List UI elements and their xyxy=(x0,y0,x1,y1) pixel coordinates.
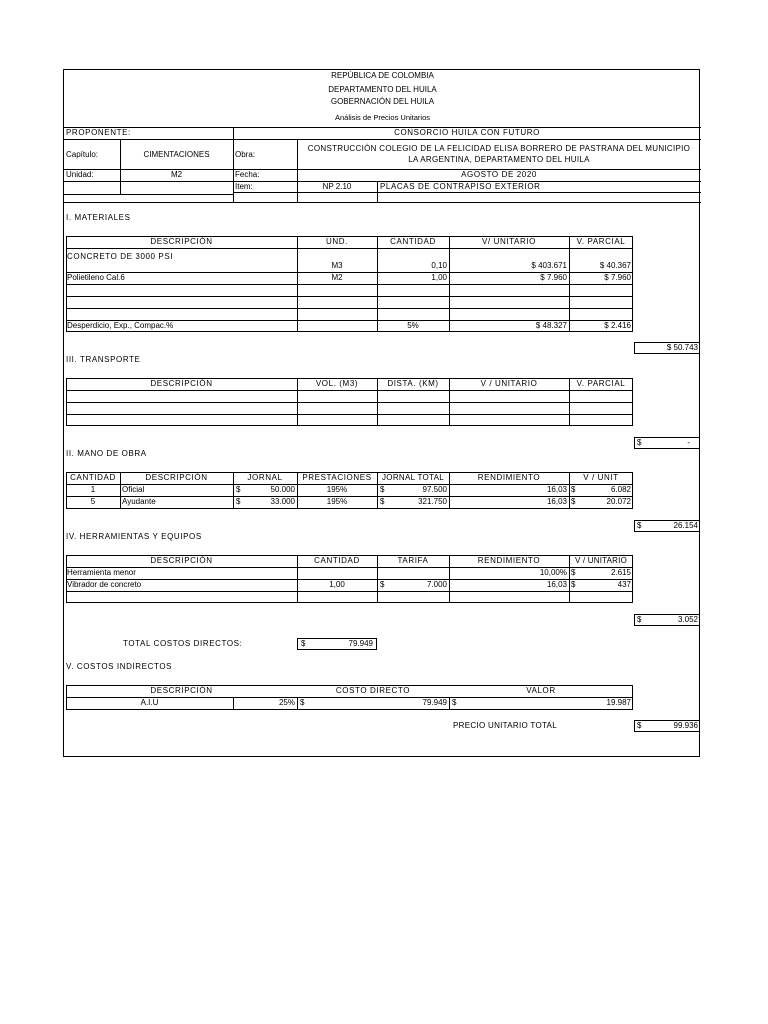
divider xyxy=(569,236,570,332)
tools-header-desc: DESCRIPCIÓN xyxy=(150,556,213,565)
tools-header-vunit: V / UNITARIO xyxy=(574,556,628,565)
precio-total-sign: $ xyxy=(637,721,642,730)
labor-header-cant: CANTIDAD xyxy=(70,473,116,482)
materials-row-cant: 0,10 xyxy=(431,261,447,270)
tools-row-currency: $ xyxy=(380,580,385,589)
proponente-label: PROPONENTE: xyxy=(66,128,131,137)
labor-row-currency: $ xyxy=(380,485,385,494)
labor-row-currency: $ xyxy=(236,497,241,506)
indirect-row-sign: $ xyxy=(300,698,305,707)
tools-row-rend: 16,03 xyxy=(546,580,567,589)
indirect-row-pct: 25% xyxy=(278,698,295,707)
item-desc: PLACAS DE CONTRAPISO EXTERIOR xyxy=(380,182,541,191)
divider xyxy=(66,284,633,285)
section-title-indirectos: V. COSTOS INDIRECTOS xyxy=(66,662,173,671)
divider xyxy=(377,236,378,332)
materials-row-vparc: $ 7.960 xyxy=(604,273,631,282)
tools-row-currency: $ xyxy=(571,580,576,589)
header-subtitle: Análisis de Precios Unitarios xyxy=(334,113,431,122)
tools-row-vunit: 2.615 xyxy=(610,568,631,577)
desperdicio-desc: Desperdicio, Exp., Compac.% xyxy=(67,321,174,330)
divider xyxy=(297,236,298,332)
labor-total-sign: $ xyxy=(637,521,642,530)
labor-row-jtotal: 97.500 xyxy=(422,485,447,494)
materials-header-vparc: V. PARCIAL xyxy=(576,237,626,246)
section-title-herramientas: IV. HERRAMIENTAS Y EQUIPOS xyxy=(66,532,202,541)
materials-header-vunit: V/ UNITARIO xyxy=(481,237,536,246)
unidad-value: M2 xyxy=(170,170,183,179)
transport-header-dist: DISTA. (KM) xyxy=(387,379,439,388)
labor-row-currency: $ xyxy=(380,497,385,506)
indirect-header-desc: DESCRIPCIÓN xyxy=(150,686,213,695)
labor-row-cant: 5 xyxy=(90,497,96,506)
proponente-value: CONSORCIO HUILA CON FUTURO xyxy=(394,128,540,137)
transport-total: - xyxy=(687,438,690,447)
divider xyxy=(66,248,633,249)
desperdicio-vunit: $ 48.327 xyxy=(535,321,567,330)
materials-row-vparc: $ 40.367 xyxy=(599,261,631,270)
labor-row-jornal: 50.000 xyxy=(270,485,295,494)
divider xyxy=(64,139,701,140)
tools-header-tarifa: TARIFA xyxy=(397,556,429,565)
tools-row-desc: Vibrador de concreto xyxy=(67,580,142,589)
desperdicio-pct: 5% xyxy=(407,321,419,330)
item-code: NP 2.10 xyxy=(322,182,352,191)
precio-total-value: 99.936 xyxy=(673,721,698,730)
labor-header-vunit: V / UNIT xyxy=(583,473,619,482)
total-directos-sign: $ xyxy=(301,639,306,648)
indirect-row-desc: A.I.U xyxy=(140,698,159,707)
materials-row-und: M2 xyxy=(331,273,343,282)
tools-total-sign: $ xyxy=(637,615,642,624)
materials-row-desc: CONCRETO DE 3000 PSI xyxy=(67,252,174,261)
total-directos-value: 79.949 xyxy=(348,639,373,648)
labor-row-desc: Oficial xyxy=(122,485,145,494)
materials-header-desc: DESCRIPCIÓN xyxy=(150,237,213,246)
header-country: REPÚBLICA DE COLOMBIA xyxy=(331,71,434,80)
transport-header-vol: VOL. (M3) xyxy=(315,379,359,388)
divider xyxy=(233,192,701,193)
transport-total-sign: $ xyxy=(637,438,642,447)
labor-header-rend: RENDIMIENTO xyxy=(477,473,541,482)
obra-line2: LA ARGENTINA, DEPARTAMENTO DEL HUILA xyxy=(408,155,590,164)
materials-row-desc: Polietileno Cal.6 xyxy=(67,273,125,282)
tools-row-cant: 1,00 xyxy=(329,580,345,589)
indirect-row-sign: $ xyxy=(452,698,457,707)
capitulo-value: CIMENTACIONES xyxy=(143,150,210,159)
labor-row-jtotal: 321.750 xyxy=(418,497,447,506)
tools-row-rend: 10,00% xyxy=(539,568,567,577)
unidad-label: Unidad: xyxy=(66,170,94,179)
divider xyxy=(120,139,121,194)
labor-row-currency: $ xyxy=(571,497,576,506)
divider xyxy=(64,194,233,195)
labor-row-rend: 16,03 xyxy=(546,497,567,506)
obra-line1: CONSTRUCCIÓN COLEGIO DE LA FELICIDAD ELISA BORRERO DE PASTRANA DEL MUNICIPIO xyxy=(307,144,691,153)
materials-row-vunit: $ 403.671 xyxy=(531,261,567,270)
total-directos-label: TOTAL COSTOS DIRECTOS: xyxy=(123,639,243,648)
divider xyxy=(64,202,701,203)
labor-header-desc: DESCRIPCIÓN xyxy=(145,473,208,482)
labor-row-currency: $ xyxy=(236,485,241,494)
tools-row-currency: $ xyxy=(571,568,576,577)
materials-header-cant: CANTIDAD xyxy=(390,237,436,246)
apu-sheet xyxy=(63,69,700,757)
labor-row-prest: 195% xyxy=(326,485,348,494)
labor-row-vunit: 6.082 xyxy=(610,485,631,494)
section-title-transporte: III. TRANSPORTE xyxy=(66,355,141,364)
labor-row-cant: 1 xyxy=(90,485,96,494)
indirect-header-costo: COSTO DIRECTO xyxy=(335,686,411,695)
divider xyxy=(66,414,633,415)
transport-header-vunit: V / UNITARIO xyxy=(480,379,538,388)
labor-header-jtotal: JORNAL TOTAL xyxy=(382,473,444,482)
labor-row-rend: 16,03 xyxy=(546,485,567,494)
materials-row-und: M3 xyxy=(331,261,343,270)
divider xyxy=(66,402,633,403)
divider xyxy=(66,591,633,592)
divider xyxy=(66,390,633,391)
item-label: Item: xyxy=(235,182,253,191)
materials-row-vunit: $ 7.960 xyxy=(540,273,567,282)
labor-row-currency: $ xyxy=(571,485,576,494)
divider xyxy=(233,127,234,202)
divider xyxy=(66,308,633,309)
labor-row-prest: 195% xyxy=(326,497,348,506)
tools-header-cant: CANTIDAD xyxy=(314,556,360,565)
indirect-row-valor: 19.987 xyxy=(606,698,631,707)
labor-row-jornal: 33.000 xyxy=(270,497,295,506)
tools-total: 3.052 xyxy=(677,615,698,624)
obra-label: Obra: xyxy=(235,150,256,159)
labor-header-jornal: JORNAL xyxy=(247,473,283,482)
materials-total: $ 50.743 xyxy=(666,343,698,352)
indirect-header-valor: VALOR xyxy=(526,686,556,695)
tools-row-desc: Herramienta menor xyxy=(67,568,136,577)
materials-header-und: UND. xyxy=(326,237,348,246)
divider xyxy=(66,296,633,297)
tools-row-tarifa: 7.000 xyxy=(426,580,447,589)
transport-header-desc: DESCRIPCIÓN xyxy=(150,379,213,388)
desperdicio-vparc: $ 2.416 xyxy=(604,321,631,330)
header-department: DEPARTAMENTO DEL HUILA xyxy=(328,85,437,94)
precio-total-label: PRECIO UNITARIO TOTAL xyxy=(453,721,557,730)
divider xyxy=(377,181,378,202)
fecha-value: AGOSTO DE 2020 xyxy=(461,170,537,179)
tools-row-vunit: 437 xyxy=(617,580,631,589)
labor-row-desc: Ayudante xyxy=(122,497,156,506)
materials-row-cant: 1,00 xyxy=(431,273,447,282)
fecha-label: Fecha: xyxy=(235,170,260,179)
labor-total: 26.154 xyxy=(673,521,698,530)
section-title-materiales: I. MATERIALES xyxy=(66,213,131,222)
transport-header-vparc: V. PARCIAL xyxy=(576,379,626,388)
labor-row-vunit: 20.072 xyxy=(606,497,631,506)
capitulo-label: Capítulo: xyxy=(66,150,99,159)
divider xyxy=(449,236,450,332)
section-title-mano-obra: II. MANO DE OBRA xyxy=(66,449,147,458)
labor-header-prest: PRESTACIONES xyxy=(302,473,372,482)
indirect-row-costo: 79.949 xyxy=(422,698,447,707)
tools-header-rend: RENDIMIENTO xyxy=(477,556,541,565)
header-government: GOBERNACIÓN DEL HUILA xyxy=(330,97,435,106)
